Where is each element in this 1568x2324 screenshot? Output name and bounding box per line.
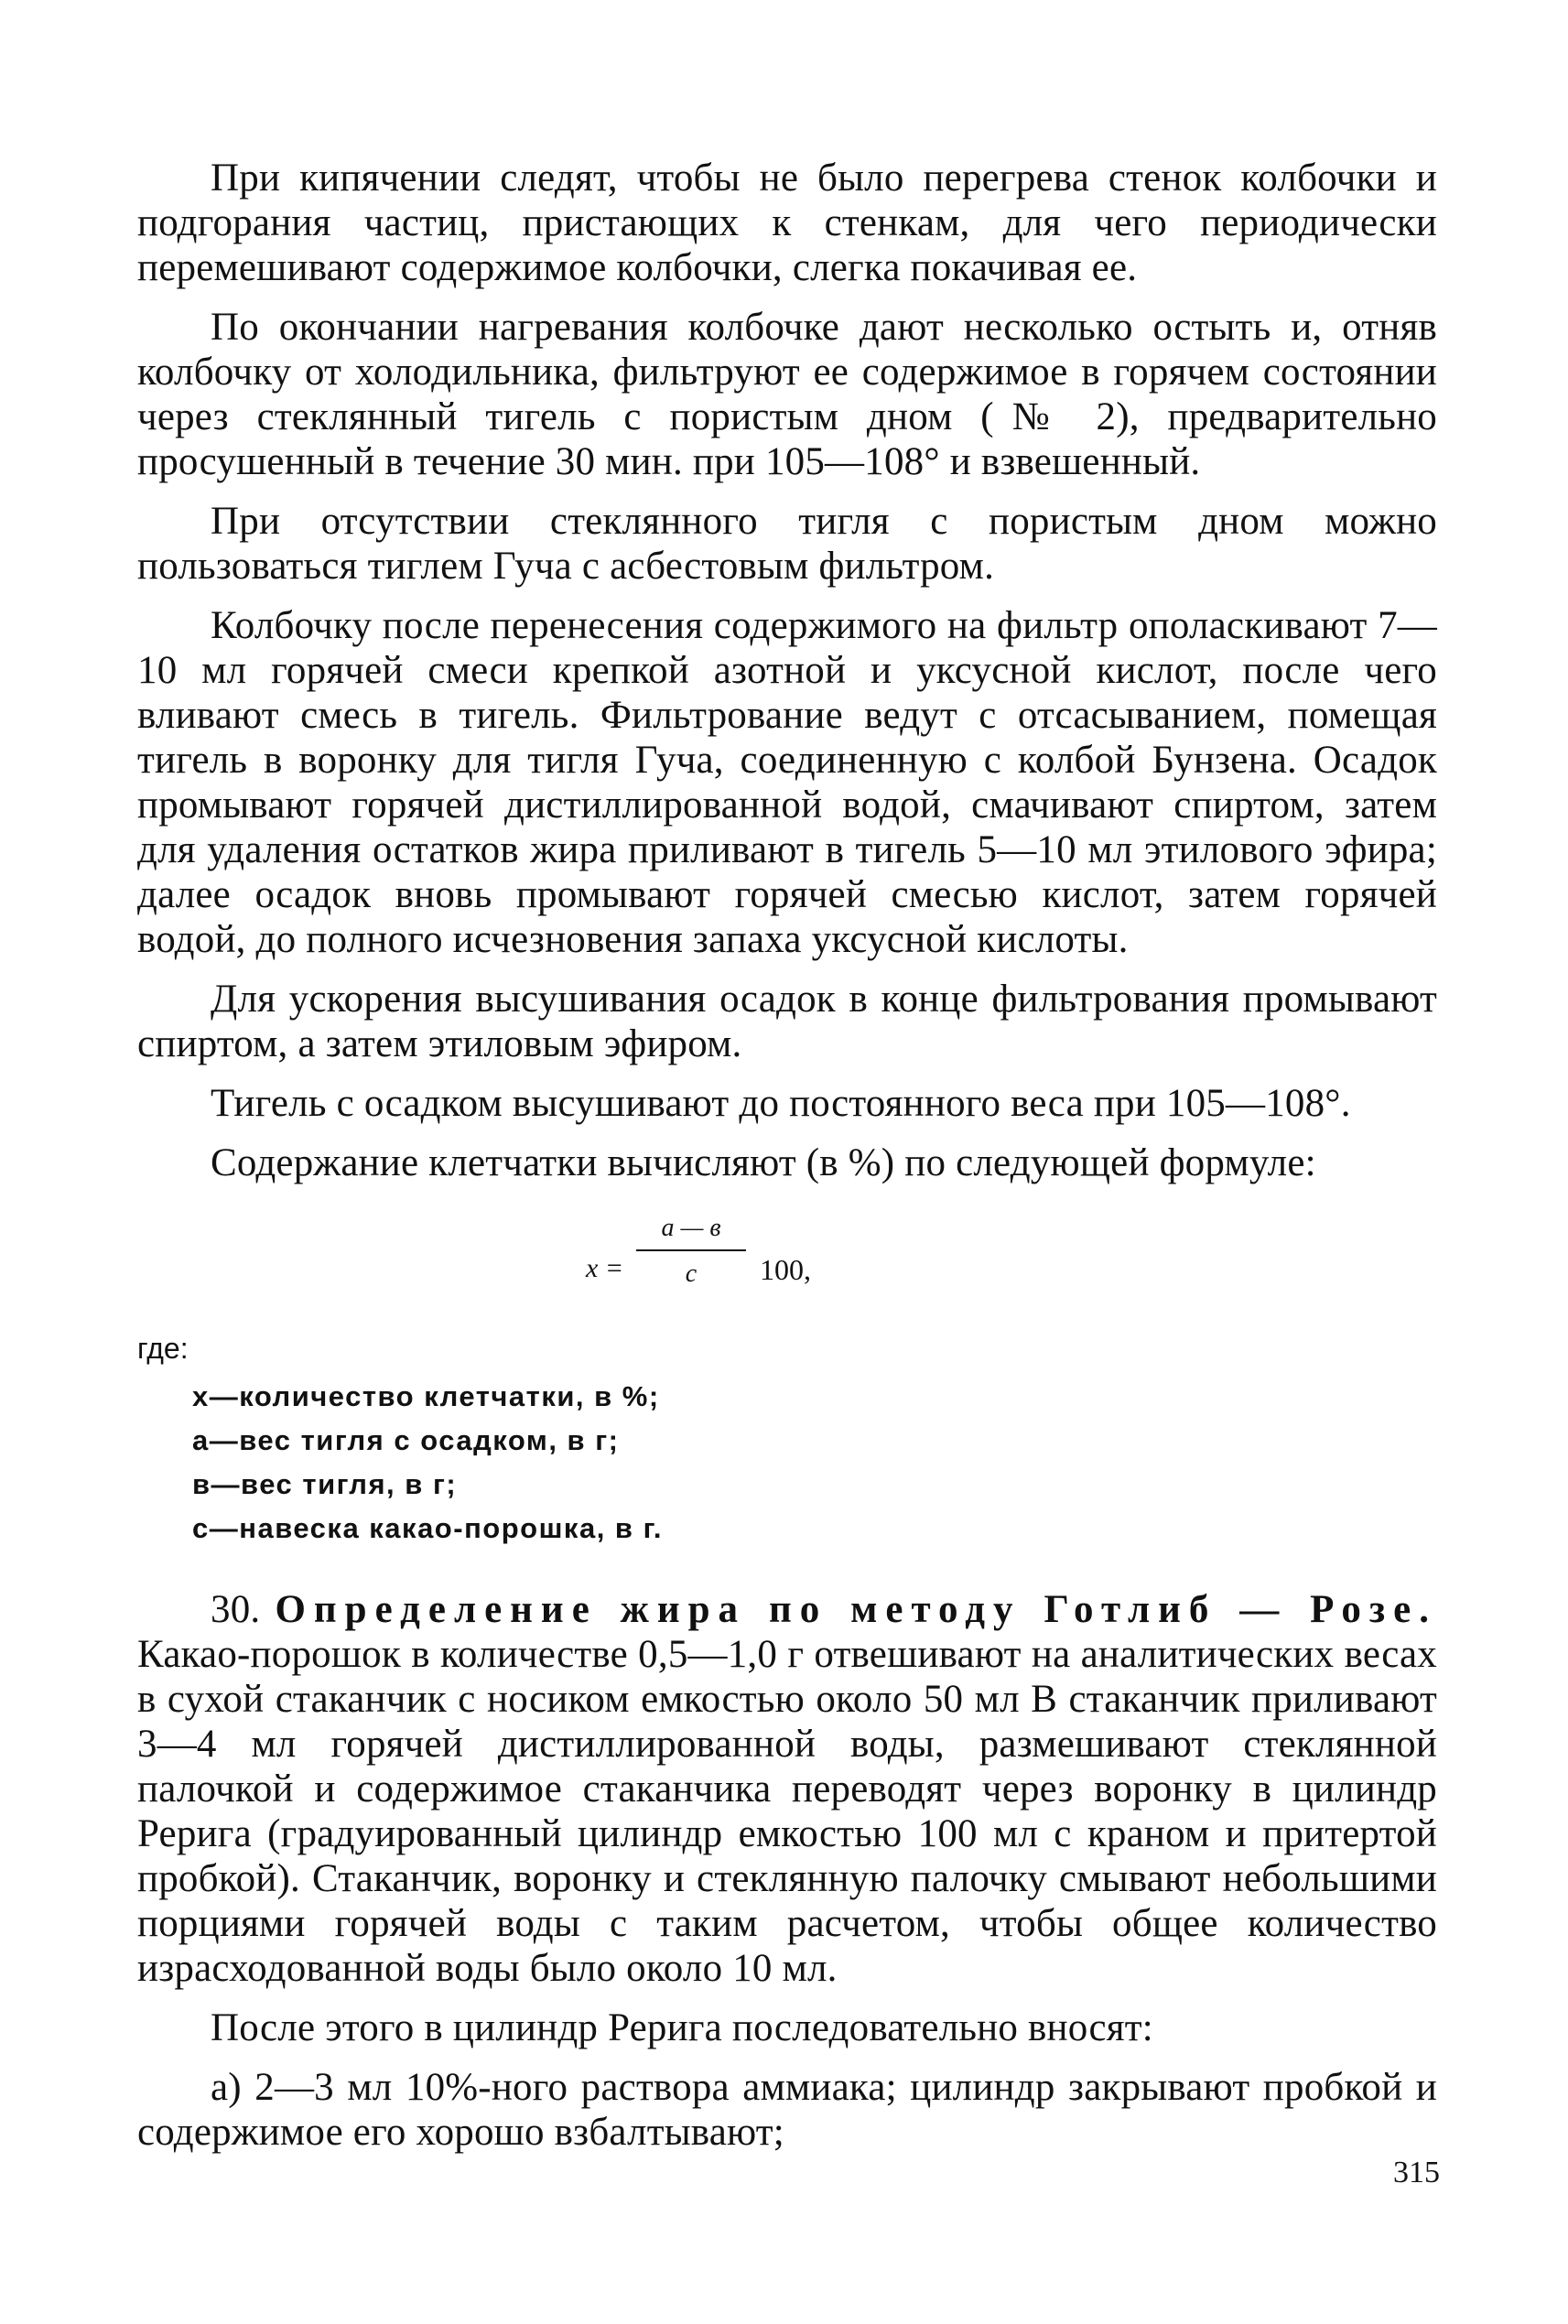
fiber-formula bbox=[137, 1211, 1437, 1321]
paragraph-then: После этого в цилиндр Рерига последовательно вносят: bbox=[211, 2006, 1153, 2049]
page-body bbox=[137, 156, 1437, 2169]
paragraph-drying-speedup: Для ускорения высушивания осадок в конце фильтрования промывают спиртом, а затем этиловым эфиром. bbox=[137, 978, 1437, 1065]
definition-c: c—навеска какао-порошка, в г. bbox=[192, 1512, 664, 1544]
paragraph-gooch-crucible: При отсутствии стеклянного тигля с пористым дном можно пользоваться тиглем Гуча с асбестовым фильтром. bbox=[137, 500, 1437, 588]
variable-definitions bbox=[192, 1375, 1437, 1551]
section-body: Какао-порошок в количестве 0,5—1,0 г отвешивают на аналитических весах в сухой стаканчик с носиком емкостью около 50 мл В стаканчик приливают 3—4 мл горячей дистиллированной воды, размешивают стеклянной палочкой и содержимое стаканчика переводят через воронку в цилиндр Рерига (градуированный цилиндр емкостью 100 мл с краном и притертой пробкой). Стаканчик, воронку и стеклянную палочку смывают небольшими порциями горячей воды с таким расчетом, чтобы общее количество израсходованной воды было около 10 мл. bbox=[137, 1633, 1437, 1990]
paragraph-filtering: По окончании нагревания колбочке дают несколько остыть и, отняв колбочку от холодильника, фильтруют ее содержимое в горячем состоянии через стеклянный тигель с пористым дном (№ 2), предварительно просушенный в течение 30 мин. при 105—108° и взвешенный. bbox=[137, 306, 1437, 483]
formula-rhs: 100, bbox=[760, 1253, 811, 1286]
formula-denominator: c bbox=[685, 1259, 697, 1288]
paragraph-formula-intro: Содержание клетчатки вычисляют (в %) по следующей формуле: bbox=[211, 1141, 1316, 1184]
paragraph-rinsing: Колбочку после перенесения содержимого на фильтр ополаскивают 7—10 мл горячей смеси крепкой азотной и уксусной кислот, после чего вливают смесь в тигель. Фильтрование ведут с отсасыванием, помещая тигель в воронку для тигля Гуча, соединенную с колбой Бунзена. Осадок промывают горячей дистиллированной водой, смачивают спиртом, затем для удаления остатков жира приливают в тигель 5—10 мл этилового эфира; далее осадок вновь промывают горячей смесью кислот, затем горячей водой, до полного исчезновения запаха уксусной кислоты. bbox=[137, 604, 1437, 961]
where-label: где: bbox=[137, 1332, 189, 1365]
section-number: 30. bbox=[211, 1588, 261, 1631]
formula-fraction bbox=[636, 1211, 746, 1292]
section-title: Определение жира по методу Готлиб — Розе. bbox=[275, 1588, 1437, 1631]
definition-a: a—вес тигля с осадком, в г; bbox=[192, 1424, 620, 1456]
section-30 bbox=[137, 1587, 1437, 1991]
page-number: 315 bbox=[1393, 2156, 1440, 2189]
definition-x: x—количество клетчатки, в %; bbox=[192, 1380, 660, 1412]
paragraph-step-a: а) 2—3 мл 10%-ного раствора аммиака; цилиндр закрывают пробкой и содержимое его хорошо взбалтывают; bbox=[137, 2066, 1437, 2154]
formula-lhs: x = bbox=[586, 1253, 624, 1283]
paragraph-boiling: При кипячении следят, чтобы не было перегрева стенок колбочки и подгорания частиц, пристающих к стенкам, для чего периодически перемешивают содержимое колбочки, слегка покачивая ее. bbox=[137, 157, 1437, 289]
paragraph-drying: Тигель с осадком высушивают до постоянного веса при 105—108°. bbox=[211, 1082, 1351, 1125]
definition-b: в—вес тигля, в г; bbox=[192, 1468, 458, 1500]
formula-numerator: a — в bbox=[661, 1214, 721, 1242]
fraction-bar bbox=[636, 1249, 746, 1251]
